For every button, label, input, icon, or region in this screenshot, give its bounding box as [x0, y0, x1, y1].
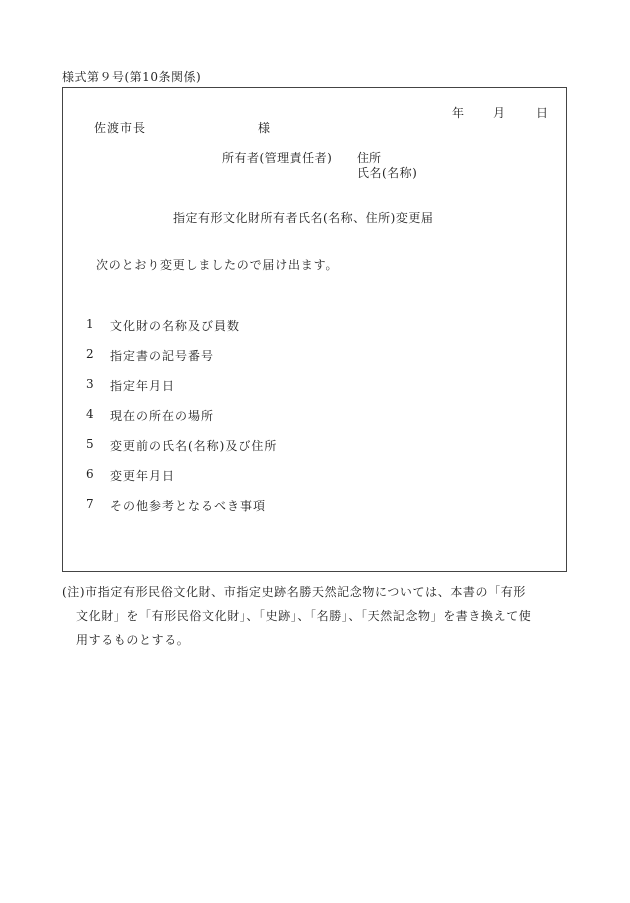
- form-title: 指定有形文化財所有者氏名(名称、住所)変更届: [173, 211, 434, 225]
- footnote-line: (注)市指定有形民俗文化財、市指定史跡名勝天然記念物については、本書の「有形: [62, 585, 526, 599]
- item-label: 現在の所在の場所: [110, 409, 215, 423]
- item-number: 6: [86, 467, 94, 481]
- item-number: 7: [86, 497, 94, 511]
- item-label: 指定年月日: [110, 379, 176, 393]
- item-number: 3: [86, 377, 94, 391]
- footnote-line: 用するものとする。: [76, 633, 190, 647]
- owner-name-label: 氏名(名称): [357, 166, 418, 180]
- item-label: その他参考となるべき事項: [110, 499, 267, 513]
- addressee-city: 佐渡市長: [94, 121, 147, 135]
- item-label: 変更前の氏名(名称)及び住所: [110, 439, 278, 453]
- item-number: 1: [86, 317, 94, 331]
- footnote-line: 文化財」を「有形民俗文化財」、「史跡」、「名勝」、「天然記念物」を書き換えて使: [76, 609, 532, 623]
- item-number: 4: [86, 407, 94, 421]
- item-label: 文化財の名称及び員数: [110, 319, 241, 333]
- owner-label: 所有者(管理責任者): [222, 151, 333, 165]
- item-number: 5: [86, 437, 94, 451]
- date-day-label: 日: [536, 106, 549, 120]
- owner-address-label: 住所: [357, 151, 382, 165]
- item-label: 変更年月日: [110, 469, 176, 483]
- intro-text: 次のとおり変更しましたので届け出ます。: [96, 258, 339, 272]
- date-month-label: 月: [493, 106, 506, 120]
- item-label: 指定書の記号番号: [110, 349, 215, 363]
- addressee-honorific: 様: [258, 121, 271, 135]
- date-year-label: 年: [452, 106, 465, 120]
- item-number: 2: [86, 347, 94, 361]
- form-number: 様式第９号(第10条関係): [62, 70, 202, 84]
- footnote: [62, 580, 572, 652]
